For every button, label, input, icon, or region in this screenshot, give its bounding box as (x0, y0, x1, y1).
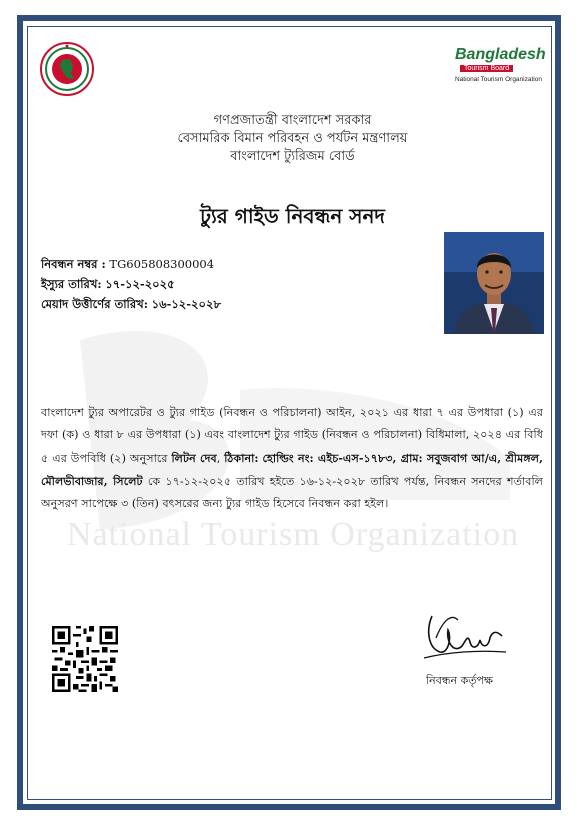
tourism-board-logo (455, 46, 545, 88)
guide-photo (444, 232, 544, 334)
body-part2: কে ১৭-১২-২০২৫ তারিখ হইতে ১৬-১২-২০২৮ তারিখ পর্যন্ত, নিবন্ধন সনদের শর্তাবলি অনুসরণ সাপেক্ষে ৩ (তিন) বৎসরের জন্য ট্যুর গাইড হিসেবে নিবন্ধন করা হইল। (41, 474, 544, 511)
header-ministry: বেসামরিক বিমান পরিবহন ও পর্যটন মন্ত্রণালয় (177, 131, 408, 146)
issue-date (41, 276, 175, 295)
guide-address: হোল্ডিং নং: এইচ-এস-১৭৮৩, গ্রাম: সবুজবাগ আ/এ, শ্রীমঙ্গল, মৌলভীবাজার, সিলেট (41, 450, 543, 488)
expiry-date-value: ১৬-১২-২০২৮ (151, 297, 221, 311)
issue-date-label: ইস্যুর তারিখ: (41, 277, 102, 291)
registration-number (41, 256, 214, 275)
government-seal-icon (40, 42, 94, 96)
certificate-body: বাংলাদেশ ট্যুর অপারেটর ও ট্যুর গাইড (নিবন্ধন ও পরিচালনা) আইন, ২০২১ এর ধারা ৭ এর উপধারা (১) এর দফা (ক) ও ধারা ৮ এর উপধারা (১) এবং বাংলাদেশ ট্যুর গাইড (নিবন্ধন ও পরিচালনা) বিধিমালা, ২০২৪ এর বিধি ৫ এর উপবিধি (২) অনুসারে লিটন দেব, ঠিকানা: হোল্ডিং নং: এইচ-এস-১৭৮৩, গ্রাম: সবুজবাগ আ/এ, শ্রীমঙ্গল, মৌলভীবাজার, সিলেট কে ১৭-১২-২০২৫ তারিখ হইতে ১৬-১২-২০২৮ তারিখ পর্যন্ত, নিবন্ধন সনদের শর্তাবলি অনুসরণ সাপেক্ষে ৩ (তিন) বৎসরের জন্য ট্যুর গাইড হিসেবে নিবন্ধন করা হইল। (41, 406, 544, 511)
certificate-title: ট্যুর গাইড নিবন্ধন সনদ (200, 204, 385, 228)
logo-sub: Tourism Board (460, 65, 513, 72)
logo-brand: Bangladesh (455, 46, 546, 63)
expiry-date-label: মেয়াদ উত্তীর্ণের তারিখ: (41, 297, 148, 311)
guide-name: লিটন দেব (171, 450, 217, 465)
qr-code-icon[interactable] (52, 626, 118, 692)
logo-org: National Tourism Organization (455, 76, 542, 83)
issue-date-value: ১৭-১২-২০২৫ (105, 277, 175, 291)
address-label: ঠিকানা: (224, 450, 259, 465)
signature-label: নিবন্ধন কর্তৃপক্ষ (426, 674, 493, 687)
body-part1: বাংলাদেশ ট্যুর অপারেটর ও ট্যুর গাইড (নিবন্ধন ও পরিচালনা) আইন, ২০২১ এর ধারা ৭ এর উপধারা (১) এর দফা (ক) ও ধারা ৮ এর উপধারা (১) এবং বাংলাদেশ ট্যুর গাইড (নিবন্ধন ও পরিচালনা) বিধিমালা, ২০২৪ এর বিধি ৫ এর উপবিধি (২) অনুসারে (41, 406, 543, 465)
signature-icon (418, 608, 510, 666)
watermark-text: National Tourism Organization (66, 516, 520, 553)
expiry-date (41, 296, 221, 315)
registration-number-value: TG605808300004 (109, 257, 215, 271)
header-board: বাংলাদেশ ট্যুরিজম বোর্ড (230, 149, 355, 164)
registration-number-label: নিবন্ধন নম্বর : (41, 257, 106, 271)
header-government: গণপ্রজাতন্ত্রী বাংলাদেশ সরকার (213, 113, 372, 128)
